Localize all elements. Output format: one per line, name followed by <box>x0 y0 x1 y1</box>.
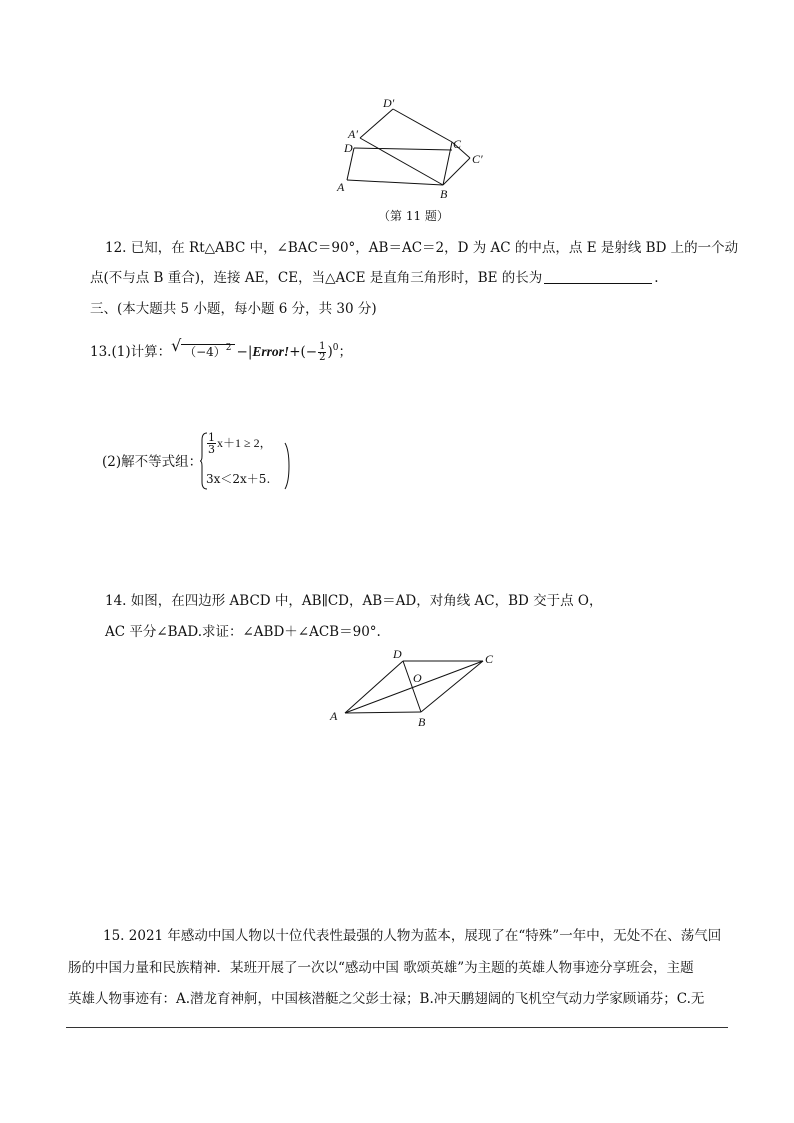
right-brace-icon <box>284 442 290 490</box>
label-Dprime: D′ <box>383 96 395 110</box>
q15-line2: 肠的中国力量和民族精神．某班开展了一次以“感动中国 歌颂英雄”为主题的英雄人物事迹分享班会，主题 <box>68 960 694 976</box>
frac-den: 2 <box>319 352 326 363</box>
figure-caption-q11: （第 11 题） <box>378 209 449 223</box>
ineq2: 3x＜2x＋5. <box>206 472 271 486</box>
edge-D-C <box>354 148 452 150</box>
plus-paren: +(− <box>289 344 318 360</box>
figure-q14 <box>325 645 505 735</box>
label-D: D <box>393 647 402 661</box>
edge-Dprime-C <box>393 109 452 142</box>
frac-num: 1 <box>319 341 326 352</box>
radicand-exponent: 2 <box>225 343 232 353</box>
label-A: A <box>330 709 338 723</box>
label-C: C <box>485 652 494 666</box>
edge-Aprime-Dprime <box>360 109 393 138</box>
radicand: （−4） <box>184 345 226 359</box>
inequality-system <box>200 432 295 492</box>
q13-part1-label: 13.(1)计算： <box>90 344 172 360</box>
edge-C-B <box>421 661 483 712</box>
edge-B-Cprime <box>443 158 470 185</box>
edge-A-B <box>345 712 421 713</box>
sqrt-icon: √ <box>171 336 182 355</box>
label-B: B <box>418 715 426 729</box>
q13-part1 <box>90 338 352 363</box>
page-footer-rule <box>66 1027 728 1028</box>
label-A: A <box>337 180 345 194</box>
sqrt-expression <box>171 338 234 362</box>
label-D: D <box>344 141 353 155</box>
q14-line1: 14. 如图，在四边形 ABCD 中，AB∥CD，AB＝AD，对角线 AC，BD 交于点 O， <box>105 593 603 609</box>
minus-abs: −| <box>236 344 253 360</box>
ineq1-den: 3 <box>208 443 215 456</box>
edge-Aprime-B <box>360 138 443 185</box>
label-C: C <box>453 137 462 151</box>
edge-A-B <box>347 180 443 185</box>
error-text: Error! <box>252 344 290 359</box>
q12-answer-blank <box>544 269 652 284</box>
ineq1-fraction <box>207 432 216 455</box>
ineq1 <box>206 432 272 455</box>
label-B: B <box>440 187 448 201</box>
edge-C-B <box>443 142 452 185</box>
diagonal-BD <box>403 661 421 712</box>
figure-q11 <box>330 92 500 202</box>
ineq1-num: 1 <box>208 431 215 444</box>
q12-line2-end: . <box>654 270 659 286</box>
q12-line2-text: 点(不与点 B 重合)，连接 AE，CE，当△ACE 是直角三角形时，BE 的长为 <box>90 270 543 286</box>
q14-line2: AC 平分∠BAD.求证：∠ABD＋∠ACB＝90°. <box>105 624 381 640</box>
q15-line3: 英雄人物事迹有：A.潜龙育神舸，中国核潜艇之父彭士禄；B.冲天鹏翅阔的飞机空气动力学家顾诵芬；C.无 <box>68 991 705 1007</box>
semicolon: ； <box>338 344 352 360</box>
q12-line2 <box>90 268 659 288</box>
section-3-heading: 三、(本大题共 5 小题，每小题 6 分，共 30 分) <box>90 301 377 317</box>
q13-part2-label: (2)解不等式组： <box>102 454 203 470</box>
ineq1-rest: x＋1 ≥ 2， <box>217 436 272 450</box>
q15-line1: 15. 2021 年感动中国人物以十位代表性最强的人物为蓝本，展现了在“特殊”一年中，无处不在、荡气回 <box>103 928 722 944</box>
zero-exponent: 0 <box>332 343 339 353</box>
diagonal-AC <box>345 661 483 713</box>
q12-line1: 12. 已知，在 Rt△ABC 中，∠BAC＝90°，AB＝AC＝2，D 为 AC 的中点，点 E 是射线 BD 上的一个动 <box>105 240 739 256</box>
label-Cprime: C′ <box>472 152 483 166</box>
label-Aprime: A′ <box>348 127 358 141</box>
label-O: O <box>413 671 422 685</box>
fraction-half <box>318 342 326 363</box>
close-paren: ) <box>327 344 333 360</box>
edge-A-D <box>345 661 403 713</box>
